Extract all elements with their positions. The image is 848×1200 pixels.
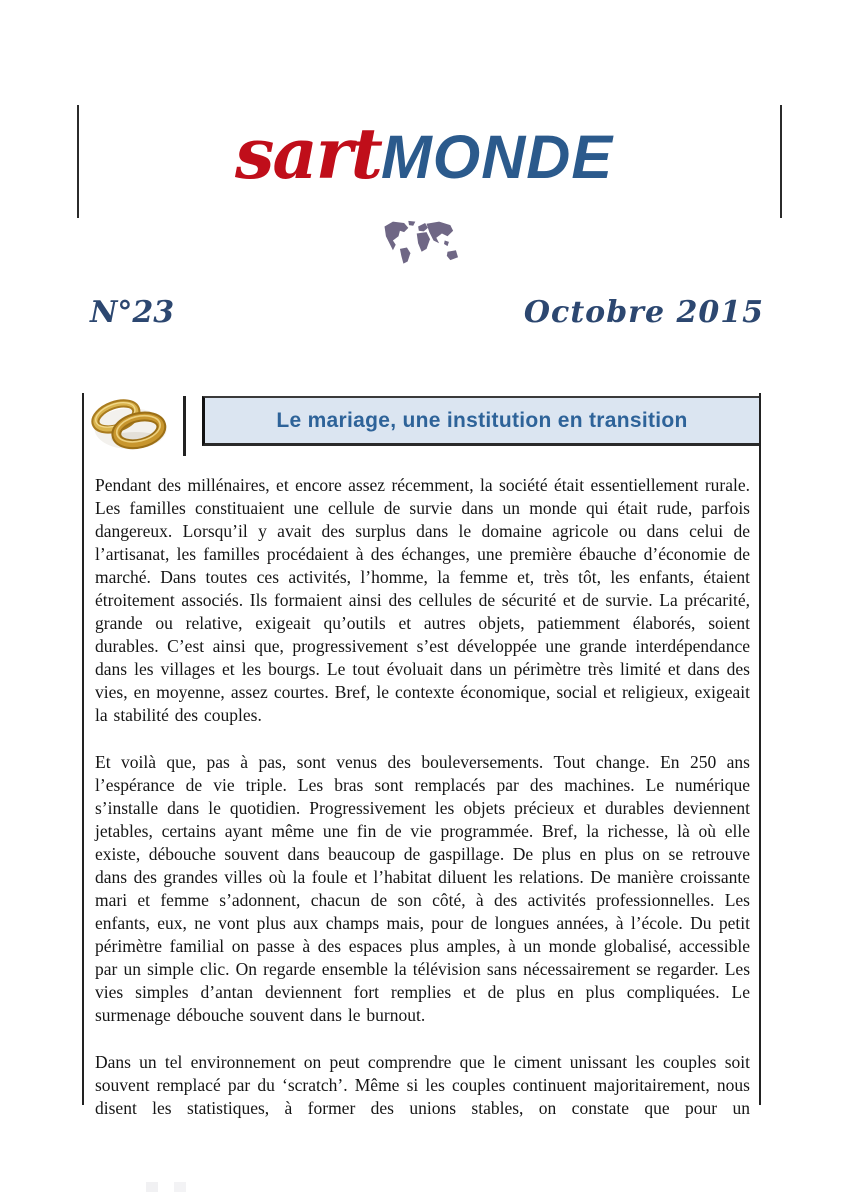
brand-logo-monde: MONDE bbox=[380, 123, 614, 191]
brand-logo-sart: sart bbox=[234, 112, 381, 195]
issue-date: Octobre 2015 bbox=[523, 295, 764, 330]
paragraph-3: Dans un tel environnement on peut comprendre que le ciment unissant les couples soit souvent remplacé par du ‘scratch’. Même si les couples continuent majoritairement, nous disent les statistiques, à former des unions stables, on constate que pour un bbox=[95, 1052, 750, 1118]
paragraph-2: Et voilà que, pas à pas, sont venus des bouleversements. Tout change. En 250 ans l’espérance de vie triple. Les bras sont remplacés par des machines. Le numérique s’installe dans le quotidien. Progressivement les objets précieux et durables deviennent jetables, certains ayant même une fin de vie programmée. Bref, la richesse, là où elle existe, débouche souvent dans beaucoup de gaspillage. De plus en plus on se retrouve dans des grandes villes où la foule et l’habitat diluent les relations. De manière croissante mari et femme s’adonnent, chacun de son côté, à des activités professionnelles. Les enfants, eux, ne vont plus aux champs mais, pour de longues années, à l’école. Du petit périmètre familial on passe à des espaces plus amples, à un monde globalisé, accessible par un simple clic. On regarde ensemble la télévision sans nécessairement se regarder. Les vies simples d’antan deviennent fort remplies et de plus en plus compliquées. Le surmenage débouche souvent dans le burnout. bbox=[95, 752, 750, 1025]
article-title-bar bbox=[202, 396, 759, 446]
world-map-icon bbox=[380, 219, 464, 269]
page-bottom-scan-artifact bbox=[146, 1182, 204, 1192]
brand-logo bbox=[0, 112, 848, 195]
paragraph-1: Pendant des millénaires, et encore assez récemment, la société était essentiellement rurale. Les familles constituaient une cellule de survie dans un monde qui était rude, parfois dangereux. Lorsqu’il y avait des surplus dans le domaine agricole ou dans celui de l’artisanat, les familles procédaient à des échanges, une première ébauche d’économie de marché. Dans toutes ces activités, l’homme, la femme et, très tôt, les enfants, étaient étroitement associés. Ils formaient ainsi des cellules de sécurité et de survie. La précarité, grande ou relative, exigeait qu’outils et autres objets, patiemment élaborés, soient durables. C’est ainsi que, progressivement s’est développée une grande interdépendance dans les villages et les bourgs. Le tout évoluait dans un périmètre très limité et dans des vies, en moyenne, assez courtes. Bref, le contexte économique, social et religieux, exigeait la stabilité des couples. bbox=[95, 475, 750, 725]
issue-row bbox=[90, 295, 764, 330]
issue-number: N°23 bbox=[90, 295, 175, 330]
article-header bbox=[84, 393, 759, 457]
article-title: Le mariage, une institution en transition bbox=[276, 408, 688, 432]
wedding-rings-image bbox=[88, 394, 170, 452]
header-divider-rule bbox=[183, 396, 186, 456]
article-body bbox=[84, 457, 759, 1120]
article-box bbox=[82, 393, 761, 1118]
